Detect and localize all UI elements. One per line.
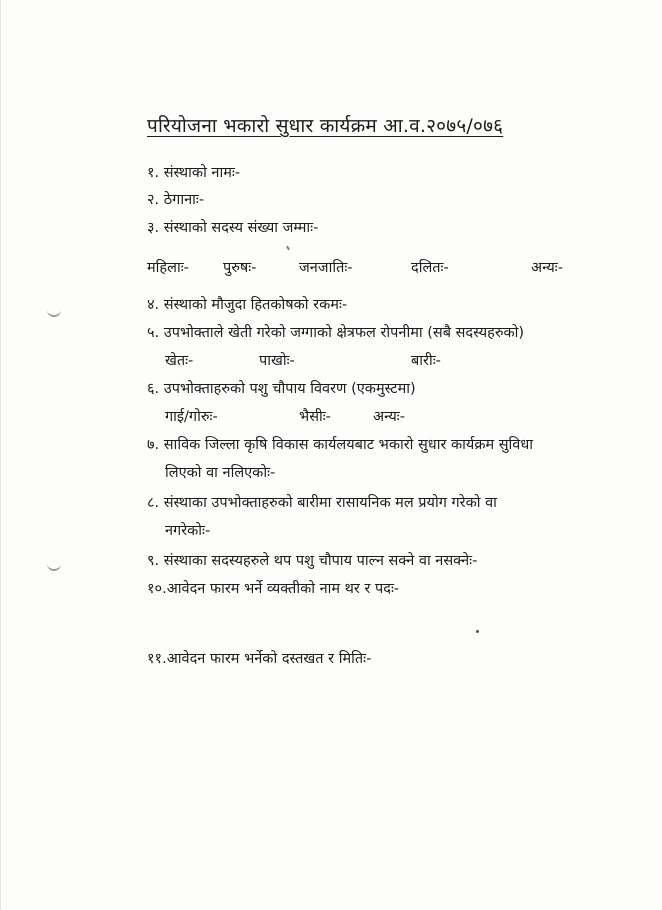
field-women: महिलाः-	[147, 260, 189, 276]
question-5-land-area: ५. उपभोक्ताले खेती गरेको जग्गाको क्षेत्रफल रोपनीमा (सबै सदस्यहरुको)	[147, 325, 525, 341]
field-cow: गाई/गोरुः-	[165, 409, 218, 425]
scan-mark	[286, 246, 290, 250]
field-janajati: जनजातिः-	[299, 260, 353, 276]
punch-hole-mark-top	[47, 306, 61, 317]
field-men: पुरुषः-	[223, 260, 257, 276]
field-buffalo: भैसीः-	[299, 409, 331, 425]
question-6-livestock: ६. उपभोक्ताहरुको पशु चौपाय विवरण (एकमुस्टमा)	[147, 381, 416, 397]
question-1-org-name: १. संस्थाको नामः-	[147, 165, 241, 181]
form-title: परियोजना भकारो सुधार कार्यक्रम आ.व.२०७५/०७६	[147, 115, 504, 137]
question-11-signature-date: ११.आवेदन फारम भर्नेको दस्तखत र मितिः-	[147, 651, 372, 667]
field-dalit: दलितः-	[411, 260, 449, 276]
scan-speck	[476, 630, 479, 633]
question-4-fund-amount: ४. संस्थाको मौजुदा हितकोषको रकमः-	[147, 297, 348, 313]
field-bari: बारीः-	[411, 353, 441, 369]
question-7-line-2: लिएको वा नलिएकोः-	[165, 465, 276, 481]
field-other: अन्यः-	[531, 260, 563, 276]
question-3-member-count: ३. संस्थाको सदस्य संख्या जम्माः-	[147, 220, 319, 236]
question-10-applicant-name: १०.आवेदन फारम भर्ने व्यक्तीको नाम थर र पदः-	[147, 581, 400, 597]
question-2-address: २. ठेगानाः-	[147, 192, 205, 208]
question-8-line-1: ८. संस्थाका उपभोक्ताहरुको बारीमा रासायनिक मल प्रयोग गरेको वा	[147, 495, 497, 511]
field-pakho: पाखोः-	[259, 353, 295, 369]
question-7-line-1: ७. साविक जिल्ला कृषि विकास कार्यलयबाट भकारो सुधार कार्यक्रम सुविधा	[147, 437, 534, 453]
field-khet: खेतः-	[165, 353, 194, 369]
question-9-capacity: ९. संस्थाका सदस्यहरुले थप पशु चौपाय पाल्न सक्ने वा नसक्नेः-	[147, 553, 478, 569]
punch-hole-mark-bottom	[47, 560, 61, 571]
question-8-line-2: नगरेकोः-	[165, 523, 211, 539]
field-livestock-other: अन्यः-	[373, 409, 405, 425]
